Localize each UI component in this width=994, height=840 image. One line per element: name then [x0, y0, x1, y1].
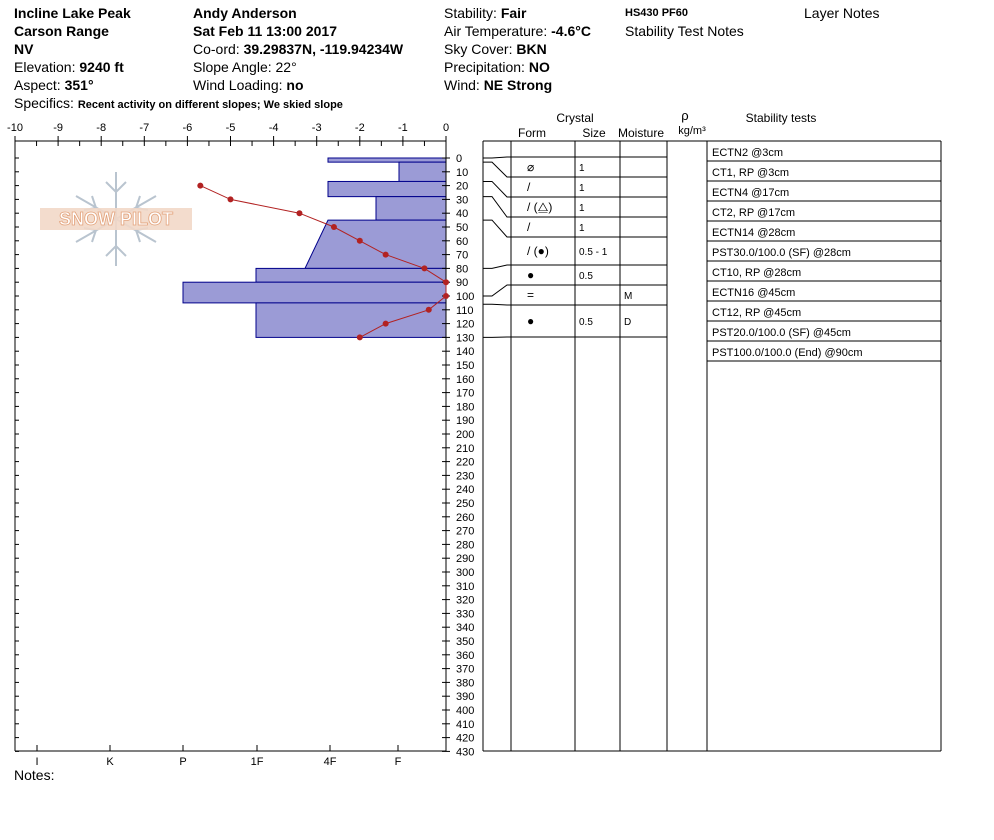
hardness-profile [183, 158, 446, 337]
depth-tick-label: 150 [456, 360, 475, 372]
stability-test-entry: ECTN4 @17cm [712, 187, 790, 199]
stability-test-entry: ECTN16 @45cm [712, 287, 796, 299]
stability-test-entry: CT12, RP @45cm [712, 307, 802, 319]
aspect-value: 351° [64, 77, 94, 93]
layer-moisture: D [624, 317, 632, 328]
depth-tick-label: 230 [456, 470, 475, 483]
stability-test-entry: CT2, RP @17cm [712, 207, 796, 219]
hardness-bar [328, 158, 446, 162]
temperature-point [421, 265, 427, 271]
wind-value: NE Strong [483, 77, 553, 93]
depth-tick-label: 20 [456, 180, 469, 193]
hardness-bar [376, 197, 446, 220]
specifics-value: Recent activity on different slopes; We skied slope [77, 99, 343, 111]
hardness-axis-label: K [106, 756, 114, 768]
observation-datetime: Sat Feb 11 13:00 2017 [193, 23, 337, 39]
crystal-form-symbol: / (●) [527, 244, 549, 258]
temp-tick-label: -3 [311, 122, 322, 134]
crystal-form-symbol: ● [527, 314, 535, 328]
form-header: Form [518, 126, 546, 140]
coord-value: 39.29837N, -119.94234W [243, 41, 404, 57]
depth-tick-label: 430 [456, 746, 475, 759]
crystal-form-symbol: ● [527, 268, 535, 282]
elevation-value: 9240 ft [79, 59, 124, 75]
depth-tick-label: 300 [456, 567, 475, 579]
range-name: Carson Range [14, 23, 109, 39]
depth-tick-label: 260 [456, 511, 475, 524]
depth-tick-label: 420 [456, 732, 475, 745]
hardness-bar [256, 268, 446, 282]
stability-tests-header: Stability tests [745, 111, 817, 125]
crystal-form-symbol: / (⧋) [527, 200, 553, 214]
depth-tick-label: 370 [456, 663, 475, 676]
precip-value: NO [528, 59, 550, 75]
layer-connector [483, 162, 511, 177]
temp-tick-label: -4 [268, 122, 279, 134]
stability-test-entry: PST30.0/100.0 (SF) @28cm [712, 247, 851, 259]
stability-test-notes-label: Stability Test Notes [625, 23, 744, 39]
crystal-size: 0.5 [579, 317, 593, 328]
hardness-axis-label: I [35, 756, 39, 768]
hardness-axis-label: 1F [250, 756, 264, 768]
air-temp-label: Air Temperature: [444, 23, 548, 39]
depth-tick-label: 10 [456, 166, 469, 179]
depth-tick-label: 40 [456, 208, 469, 221]
specifics-label: Specifics: [14, 95, 74, 111]
hardness-bar [328, 181, 446, 196]
temperature-point [383, 252, 389, 258]
crystal-size: 0.5 - 1 [579, 247, 608, 258]
depth-tick-label: 140 [456, 346, 475, 359]
layer-moisture: M [624, 291, 633, 302]
coord-label: Co-ord: [193, 41, 240, 57]
depth-tick-label: 330 [456, 608, 475, 621]
depth-tick-label: 70 [456, 249, 469, 262]
depth-tick-label: 170 [456, 387, 475, 400]
temperature-point [197, 183, 203, 189]
stability-test-entry: PST20.0/100.0 (SF) @45cm [712, 327, 851, 339]
layer-connector [483, 157, 511, 158]
stability-test-entry: PST100.0/100.0 (End) @90cm [712, 347, 863, 359]
depth-tick-label: 240 [456, 484, 475, 497]
snowpilot-logo [40, 172, 192, 266]
depth-tick-label: 340 [456, 622, 475, 635]
depth-tick-label: 250 [456, 498, 475, 510]
depth-tick-label: 220 [456, 456, 475, 469]
temp-tick-label: -2 [354, 122, 365, 134]
temp-tick-label: -1 [398, 122, 408, 134]
crystal-header: Crystal [556, 111, 594, 125]
layer-connector [483, 220, 511, 237]
temperature-point [357, 238, 363, 244]
depth-tick-label: 270 [456, 525, 475, 538]
temperature-point [357, 334, 363, 340]
depth-tick-label: 350 [456, 636, 475, 648]
crystal-size: 1 [579, 183, 585, 194]
depth-tick-label: 120 [456, 318, 475, 331]
depth-tick-label: 390 [456, 691, 475, 704]
layer-connector [483, 181, 511, 197]
moisture-header: Moisture [617, 126, 665, 140]
crystal-size: 0.5 [579, 271, 593, 282]
depth-tick-label: 0 [456, 153, 463, 165]
depth-tick-label: 100 [456, 291, 475, 303]
rho-header: ρ [681, 108, 689, 123]
depth-tick-label: 290 [456, 553, 475, 566]
depth-tick-label: 90 [456, 277, 469, 290]
depth-tick-label: 180 [456, 401, 475, 414]
hardness-bar [183, 282, 446, 303]
precip-label: Precipitation: [444, 59, 525, 75]
depth-tick-label: 60 [456, 235, 469, 248]
stability-value: Fair [500, 5, 527, 21]
crystal-size: 1 [579, 203, 585, 214]
notes-label: Notes: [14, 767, 55, 783]
size-header: Size [582, 126, 606, 140]
layer-connector [483, 265, 511, 268]
hardness-axis-label: 4F [323, 756, 337, 768]
depth-tick-label: 360 [456, 649, 475, 662]
elevation-label: Elevation: [14, 59, 76, 75]
depth-tick-label: 130 [456, 332, 475, 345]
density-unit-header: kg/m³ [678, 125, 706, 137]
layer-table [483, 108, 816, 751]
hardness-axis-label: P [179, 756, 187, 768]
temperature-point [426, 307, 432, 313]
state-name: NV [14, 41, 34, 57]
crystal-form-symbol: = [527, 288, 535, 302]
temperature-point [331, 224, 337, 230]
temperature-point [443, 293, 449, 299]
temp-tick-label: -5 [225, 122, 236, 134]
depth-tick-label: 190 [456, 415, 475, 428]
layer-connector [483, 285, 511, 296]
sky-label: Sky Cover: [444, 41, 513, 57]
temperature-point [296, 210, 302, 216]
crystal-form-symbol: ⌀ [527, 160, 535, 174]
temp-tick-label: -8 [96, 122, 107, 134]
depth-tick-label: 110 [456, 304, 474, 317]
wind-label: Wind: [444, 77, 480, 93]
depth-tick-label: 280 [456, 539, 475, 552]
temperature-point [383, 321, 389, 327]
hardness-bar [399, 162, 446, 181]
depth-tick-label: 80 [456, 263, 469, 276]
logo-text: SNOW PILOT [59, 209, 173, 229]
temp-tick-label: -7 [139, 122, 150, 134]
wind-loading-value: no [286, 77, 304, 93]
temperature-point [443, 279, 449, 285]
depth-tick-label: 410 [456, 718, 475, 731]
hardness-bar [256, 303, 446, 338]
crystal-size: 1 [579, 163, 585, 174]
depth-tick-label: 210 [456, 442, 475, 455]
hardness-axis-label: F [394, 756, 402, 768]
slope-label: Slope Angle: [193, 59, 272, 75]
stability-test-entry: CT10, RP @28cm [712, 267, 802, 279]
slope-value: 22° [275, 59, 297, 75]
depth-tick-label: 160 [456, 373, 475, 386]
temp-tick-label: -9 [53, 122, 63, 134]
stability-test-entry: ECTN2 @3cm [712, 147, 784, 159]
layer-connector [483, 197, 511, 217]
temperature-point [228, 196, 234, 202]
temp-tick-label: -6 [182, 122, 193, 134]
location-name: Incline Lake Peak [14, 5, 131, 21]
layer-connector [483, 304, 511, 305]
temp-tick-label: 0 [442, 122, 450, 134]
observer-name: Andy Anderson [193, 5, 297, 21]
crystal-form-symbol: / [527, 220, 531, 234]
aspect-label: Aspect: [14, 77, 61, 93]
wind-loading-label: Wind Loading: [193, 77, 283, 93]
sky-value: BKN [516, 41, 547, 57]
stability-label: Stability: [444, 5, 497, 21]
crystal-size: 1 [579, 223, 585, 234]
depth-tick-label: 400 [456, 705, 475, 717]
depth-tick-label: 320 [456, 594, 475, 607]
depth-tick-label: 200 [456, 429, 475, 441]
air-temp-value: -4.6°C [551, 23, 591, 39]
stability-test-entry: ECTN14 @28cm [712, 227, 796, 239]
depth-tick-label: 30 [456, 194, 469, 207]
hardness-bar [305, 220, 446, 268]
depth-tick-label: 50 [456, 222, 469, 234]
stability-test-entry: CT1, RP @3cm [712, 167, 789, 179]
depth-tick-label: 380 [456, 677, 475, 690]
layer-notes-label: Layer Notes [804, 5, 880, 21]
stability-tests-table [707, 141, 941, 751]
hs-pf: HS430 PF60 [625, 7, 688, 19]
crystal-form-symbol: / [527, 180, 531, 194]
temp-tick-label: -10 [7, 122, 23, 134]
depth-tick-label: 310 [456, 580, 475, 593]
